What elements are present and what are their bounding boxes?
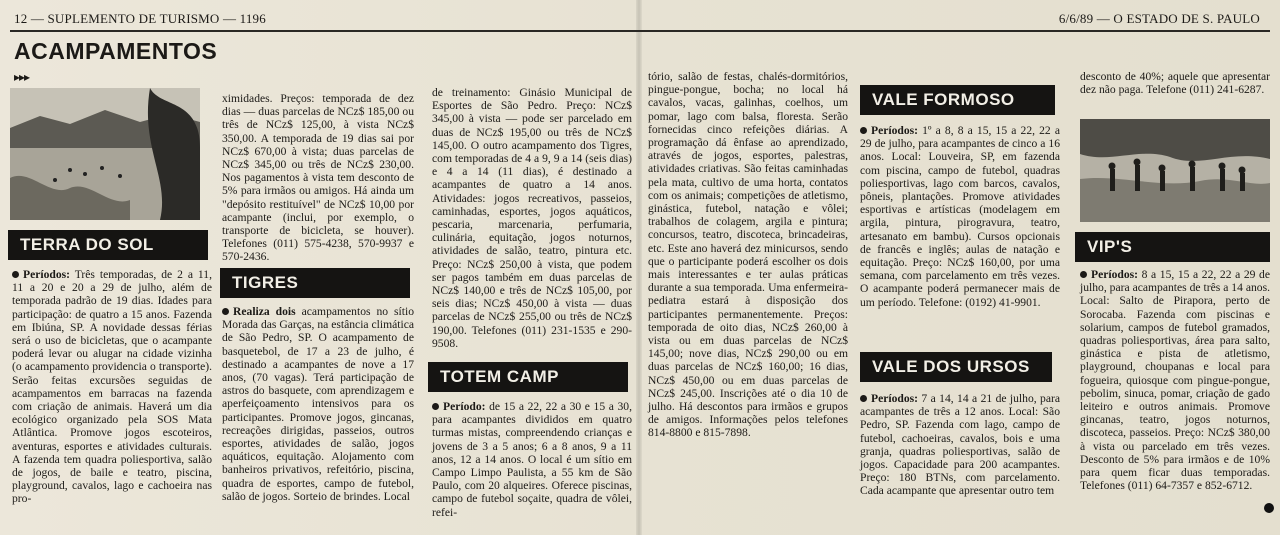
- article-tigres-continued: [432, 86, 632, 350]
- bullet-icon: [1080, 271, 1087, 278]
- lead-label: Períodos:: [1091, 268, 1139, 281]
- article-tigres: [222, 305, 414, 503]
- article-totem-camp: [432, 400, 632, 519]
- camp-photo-left: [10, 88, 200, 220]
- article-text: 1º a 8, 8 a 15, 15 a 22, 22 a 29 de julho, para acampantes de cinco a 16 anos. Local: Louveira, SP, em fazenda com piscina, campo de futebol, quadras poliesportivas, lago com barcos, cavalos, pôneis, plantações. Promove atividades esportivas e artísticas (modelagem em argila, pintura, pirogravura, teatro, artesanato em bambu). Cursos opcionais de francês e inglês; aulas de natação e equitação. Preço: NCz$ 160,00, por uma semana, com parcelamento em três vezes. O acampante poderá permanecer mais de um período. Telefone: (0192) 41-9901.: [860, 124, 1060, 309]
- page-header-left: 12 — SUPLEMENTO DE TURISMO — 1196: [14, 11, 266, 26]
- bullet-icon: [432, 403, 439, 410]
- article-text: tório, salão de festas, chalés-dormitórios, pingue-pongue, bocha; no local há cavalos, vacas, galinhas, coelhos, um pomar, lago com balsa, floresta. Serão fornecidas cinco refeições diárias. A programação dá ênfase ao aprendizado, através de jogos, esportes, palestras, atividades criativas. São feitas caminhadas pela mata, cultivo de uma horta, contatos com os animais; competições de atletismo, ginástica, futebol, natação e vôlei; trabalhos de colagem, argila e pintura; concursos, teatro, discoteca, brincadeiras, etc. Este ano haverá dez minicursos, sendo que o participante poderá escolher os dois mais interessantes e ter aulas práticas durante a sua temporada. Uma enfermeira-pediatra estará à disposição dos participantes permanentemente. Preços: temporada de oito dias, NCz$ 260,00 à vista ou em duas parcelas de NCz$ 145,00; nove dias, NCz$ 290,00 ou em duas parcelas de NCz$ 160,00; 16 dias, NCz$ 450,00 ou em duas parcelas de NCz$ 245,00. Inscrições até o dia 10 de julho. Há descontos para irmãos e grupos de amigos. Informações pelos telefones 814-8800 e 815-7898.: [648, 70, 848, 440]
- article-text: acampamentos no sítio Morada das Garças, na estância climática de São Pedro, SP. O acampamento de basquetebol, de 17 a 23 de julho, é destinado a acampantes de nove a 17 anos, (70 vagas). Terá participação de astros do basquete, com aprendizagem e aperfeiçoamento intensivos para os participantes. Promove jogos, gincanas, recreações dirigidas, passeios, outros esportes, atividades de salão, jogos aquáticos, equitação. Alojamento com banheiros privativos, refeitório, piscina, quadra de esportes, campo de futebol, salão de jogos. Sorteio de brindes. Local: [222, 305, 415, 503]
- lead-label: Períodos:: [871, 124, 919, 137]
- article-text: ximidades. Preços: temporada de dez dias — duas parcelas de NCz$ 185,00 ou três de NCz$ 125,00, à vista NCz$ 350,00. A temporada de 19 dias sai por NCz$ 670,00 à vista; duas parcelas de NCz$ 345,00 ou três de NCz$ 230,00. Nos pagamentos à vista tem desconto de 5% para irmãos ou amigos. Há ainda um "depósito restituível" de NCz$ 10,00 por acampante (inclui, por exemplo, o transporte de bicicleta, se houver). Telefones (011) 575-4238, 570-9937 e 570-2436.: [222, 92, 414, 264]
- article-text: de treinamento: Ginásio Municipal de Esportes de São Pedro. Preço: NCz$ 345,00 à vista — pode ser parcelado em duas de NCz$ 195,00 ou três de NCz$ 145,00. O outro acampamento dos Tigres, com temporadas de 4 a 9, 9 a 14 (seis dias) e 4 a 14 (11 dias), é destinado a acampantes de quatro a 14 anos. Atividades: jogos recreativos, passeios, caminhadas, esportes, jogos aquáticos, pescaria, marcenaria, perfumaria, culinária, equitação, jogos noturnos, atividades de salão, teatro, pintura etc. Preço: NCz$ 250,00 à vista, que podem ser pagos também em duas parcelas de NCz$ 140,00 e três de NCz$ 105,00, por seis dias; NCz$ 450,00 à vista — duas parcelas de NCz$ 255,00 ou três de NCz$ 190,00. Telefones (011) 231-1535 e 290-9508.: [432, 86, 632, 350]
- lead-label: Período:: [443, 400, 486, 413]
- section-band-vale-formoso: VALE FORMOSO: [860, 85, 1055, 115]
- page-header-right: 6/6/89 — O ESTADO DE S. PAULO: [1058, 11, 1260, 26]
- bullet-icon: [12, 271, 19, 278]
- section-band-terra-do-sol: TERRA DO SOL: [8, 230, 208, 260]
- article-text: de 15 a 22, 22 a 30 e 15 a 30, para acampantes divididos em quatro turmas mistas, compreendendo crianças e jovens de 3 a 5 anos; 6 a 8 anos, 9 a 11 anos, 12 a 14 anos. O local é um sítio em Campo Limpo Paulista, a 55 km de São Paulo, com 20 alqueires. Oferece piscinas, campo de futebol soçaite, quadra de vôlei, refei-: [432, 400, 632, 519]
- bullet-icon: [222, 308, 229, 315]
- article-vips: [1080, 268, 1270, 492]
- section-title: ACAMPAMENTOS: [14, 38, 218, 64]
- section-band-tigres: TIGRES: [220, 268, 410, 298]
- page-fold: [636, 0, 642, 535]
- article-text: 8 a 15, 15 a 22, 22 a 29 de julho, para acampantes de três a 14 anos. Local: Salto de Pirapora, perto de Sorocaba. Fazenda com piscinas e solarium, campos de futebol gramados, quadras poliesportivas, área para salto, ginástica e pista de atletismo, playground, choupanas e local para fogueira, quiosque com pingue-pongue, pebolim, sinuca, pomar, criação de gado leiteiro e outros animais. Promove gincanas, teatro, jogos noturnos, discoteca, passeios. Preço: NCz$ 380,00 à vista ou parcelado em três vezes. Desconto de 5% para irmãos e de 10% para quem ficar duas temporadas. Telefones (011) 64-7357 e 852-6712.: [1080, 268, 1270, 493]
- article-vale-dos-ursos-continued: [1080, 70, 1270, 96]
- article-terra-do-sol-continued: [222, 92, 414, 264]
- bullet-icon: [860, 127, 867, 134]
- section-band-vips: VIP'S: [1075, 232, 1270, 262]
- camp-photo-left-image: [10, 88, 200, 220]
- section-band-totem-camp: TOTEM CAMP: [428, 362, 628, 392]
- camp-photo-right: [1080, 119, 1270, 222]
- lead-label: Períodos:: [23, 268, 71, 281]
- article-text: desconto de 40%; aquele que apresentar dez não paga. Telefone (011) 241-6287.: [1080, 70, 1270, 97]
- section-arrows: ▸▸▸: [14, 70, 30, 84]
- article-text: Três temporadas, de 2 a 11, 11 a 20 e 20 a 29 de julho, além de temporada padrão de 19 dias. Idades para participação: de quatro a 15 anos. Fazenda em Ibiúna, SP. A novidade dessas férias será o uso de bicicletas, que o acampante poderá levar ou alugar na cidade vizinha (o acampamento providencia o transporte). Serão feitas excursões seguidas de acampamentos em barracas na fazenda com criação de animais. Haverá um dia ecológico organizado pela SOS Mata Atlântica. Promove jogos escoteiros, aventuras, esportes e atividades culturais. A fazenda tem quadra poliesportiva, salão de jogos, de baile e teatro, piscina, playground, cavalos, lago e cachoeira nas pro-: [12, 268, 212, 506]
- article-text: 7 a 14, 14 a 21 de julho, para acampantes de três a 12 anos. Local: São Pedro, SP. Fazenda com lago, campo de futebol, cachoeiras, cavalos, bois e uma granja, quadras poliesportivas, salão de jogos. Capacidade para 200 acampantes. Preço: 180 BTNs, com parcelamento. Cada acampante que apresentar outro tem: [860, 392, 1060, 498]
- bullet-icon: [860, 395, 867, 402]
- camp-photo-right-image: [1080, 119, 1270, 222]
- article-vale-formoso: [860, 124, 1060, 309]
- end-mark-icon: [1264, 503, 1274, 513]
- article-vale-dos-ursos: [860, 392, 1060, 498]
- lead-label: Períodos:: [871, 392, 919, 405]
- section-band-vale-dos-ursos: VALE DOS URSOS: [860, 352, 1052, 382]
- lead-label: Realiza dois: [233, 305, 296, 318]
- article-totem-camp-continued: [648, 70, 848, 440]
- header-rule: [10, 30, 1270, 32]
- article-terra-do-sol: [12, 268, 212, 506]
